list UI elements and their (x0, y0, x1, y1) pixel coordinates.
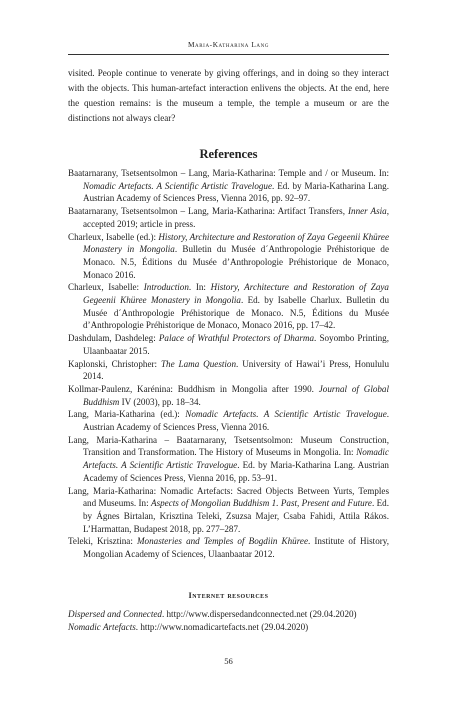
reference-entry: Baatarnarany, Tsetsentsolmon – Lang, Maria-Katharina: Artifact Transfers, Inner Asia, accepted 2019; article in press. (68, 206, 389, 229)
reference-title: Nomadic Artefacts. A Scientific Artistic Travelogue (83, 447, 389, 471)
reference-entry: Dashdulam, Dashdeleg: Palace of Wrathful Protectors of Dharma. Soyombo Printing, Ulaanbaatar 2015. (68, 333, 390, 356)
resource-url[interactable]: . http://www.dispersedandconnected.net (29.04.2020) (161, 609, 357, 619)
reference-entry: Teleki, Krisztina: Monasteries and Temples of Bogdiin Khüree. Institute of History, Mongolian Academy of Sciences, Ulaanbaatar 2012. (68, 536, 389, 560)
reference-entry: Lang, Maria-Katharina – Baatarnarany, Tsetsentsolmon: Museum Construction, Transition and Transformation. The History of Museums in Mongolia. In: Nomadic Artefacts. A Scientific Artistic Travelogue. Ed. by Maria-Katharina Lang. Austrian Academy of Sciences Press, Vienna 2016, pp. 53–91. (68, 434, 389, 483)
reference-title: History, Architecture and Restoration of Zaya Gegeenii Khüree Monastery in Mongolia (83, 282, 389, 306)
reference-entry: Lang, Maria-Katharina: Nomadic Artefacts: Sacred Objects Between Yurts, Temples and Museums. In: Aspects of Mongolian Buddhism 1. Past, Present and Future. Ed. by Ágnes Birtalan, Krisztina Teleki, Zsuzsa Majer, Csaba Fahidi, Attila Rákos. L’Harmattan, Budapest 2018, pp. 277–287. (68, 485, 389, 534)
intro-paragraph (68, 66, 389, 126)
internet-resource-entry (68, 621, 389, 634)
reference-title: Nomadic Artefacts. A Scientific Artistic Travelogue (185, 409, 387, 420)
resource-title: Nomadic Artefacts (68, 622, 136, 632)
reference-title: History, Architecture and Restoration of Zaya Gegeenii Khüree Monastery in Mongolia (83, 231, 390, 255)
intro-paragraph-text: visited. People continue to venerate by giving offerings, and in doing so they interact with the objects. This human-artefact interaction enlivens the objects. At the end, here the question remains: is the museum a temple, the temple a museum or are the distinctions not always clear? (68, 68, 389, 123)
reference-entry: Charleux, Isabelle (ed.): History, Architecture and Restoration of Zaya Gegeenii Khüree Monastery in Mongolia. Bulletin du Musée d´Anthropologie Préhistorique de Monaco. N.5, Éditions du Musée d’Anthropologie Préhistorique de Monaco, Monaco 2016. (68, 231, 390, 280)
reference-entry: Baatarnarany, Tsetsentsolmon – Lang, Maria-Katharina: Temple and / or Museum. In: Nomadic Artefacts. A Scientific Artistic Travelogue. Ed. by Maria-Katharina Lang. Austrian Academy of Sciences Press, Vienna 2016, pp. 92–97. (68, 168, 389, 204)
reference-entry: Lang, Maria-Katharina (ed.): Nomadic Artefacts. A Scientific Artistic Travelogue. Austrian Academy of Sciences Press, Vienna 2016. (68, 409, 390, 433)
internet-resources-heading: Internet resources (188, 591, 269, 600)
page-number: 56 (224, 656, 233, 666)
reference-title: Palace of Wrathful Protectors of Dharma (158, 333, 315, 344)
internet-resource-entry (68, 608, 389, 621)
header-rule (68, 54, 389, 55)
reference-title: Inner Asia (348, 206, 387, 217)
reference-title: Journal of Global Buddhism (83, 383, 390, 407)
running-head: Maria-Katharina Lang (187, 40, 270, 49)
reference-title: The Lama Question (160, 358, 237, 369)
resource-url[interactable]: . http://www.nomadicartefacts.net (29.04.2020) (135, 622, 309, 632)
resource-title: Dispersed and Connected (68, 609, 162, 619)
internet-resources-list (68, 608, 389, 634)
reference-title: Nomadic Artefacts. A Scientific Artistic Travelogue (83, 180, 272, 191)
reference-entry: Kollmar-Paulenz, Karénina: Buddhism in Mongolia after 1990. Journal of Global Buddhism IV (2003), pp. 18–34. (68, 383, 390, 407)
references-list (68, 167, 389, 561)
reference-entry: Charleux, Isabelle: Introduction. In: History, Architecture and Restoration of Zaya Gegeenii Khüree Monastery in Mongolia. Ed. by Isabelle Charlux. Bulletin du Musée d´Anthropologie Préhistorique de Monaco. N.5, Éditions du Musée d’Anthropologie Préhistorique de Monaco, Monaco 2016, pp. 17–42. (68, 282, 389, 331)
reference-title: Monasteries and Temples of Bogdiin Khüree (136, 536, 308, 547)
reference-title: Aspects of Mongolian Buddhism 1. Past, Present and Future (151, 498, 372, 509)
reference-entry: Kaplonski, Christopher: The Lama Question. University of Hawai’i Press, Honululu 2014. (68, 358, 389, 382)
references-heading: References (199, 147, 258, 161)
reference-title: Introduction (143, 282, 189, 293)
